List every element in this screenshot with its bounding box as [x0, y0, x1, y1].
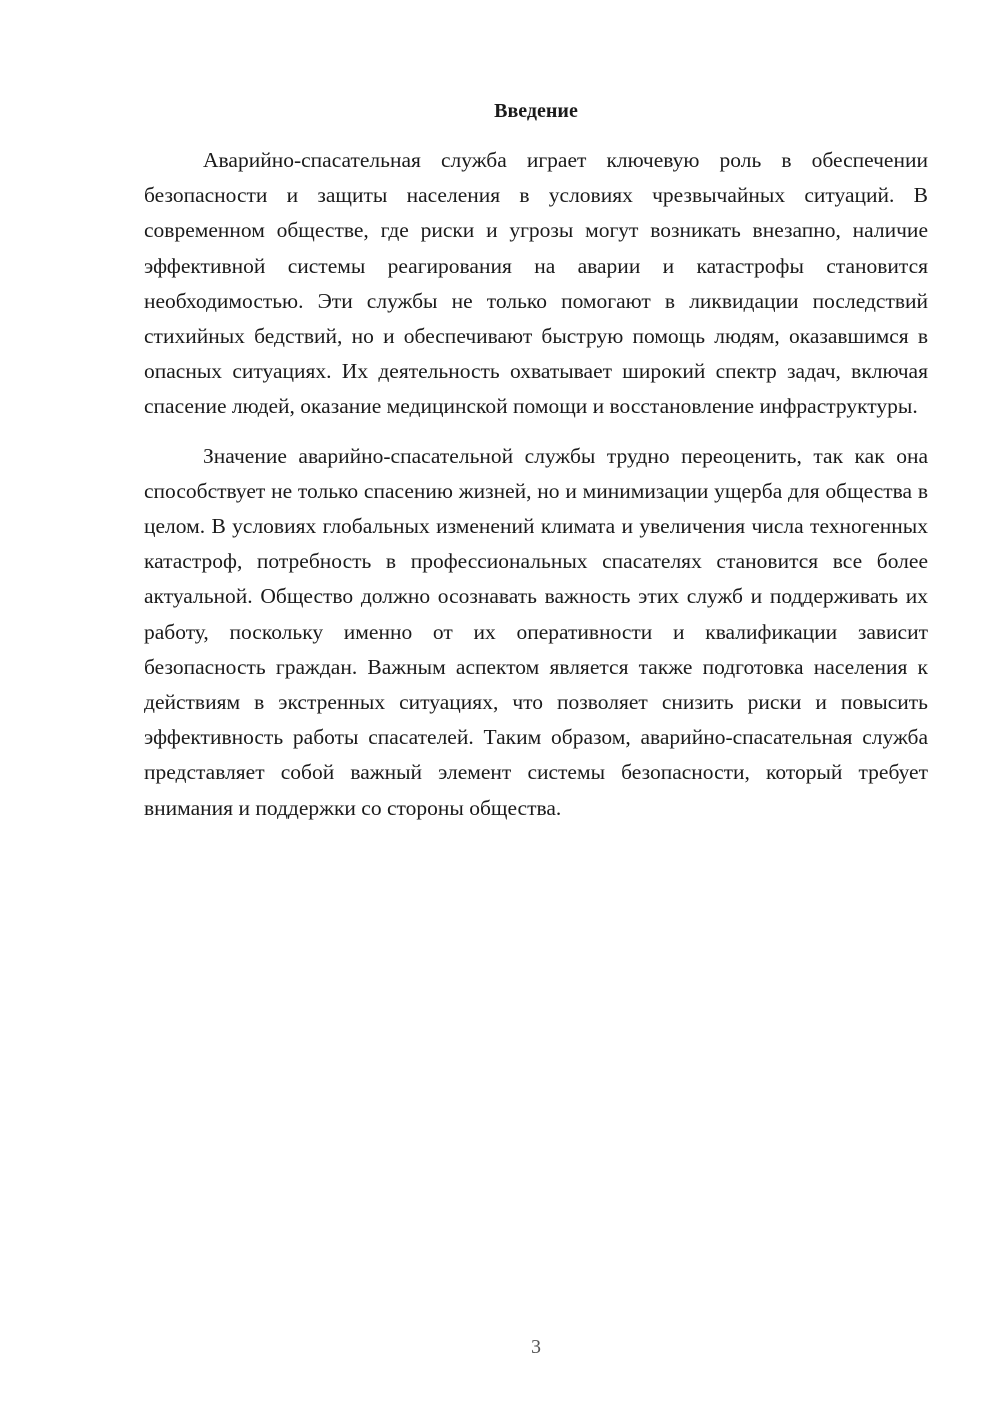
- page-number: 3: [531, 1336, 541, 1358]
- paragraph-2: Значение аварийно-спасательной службы трудно переоценить, так как она способствует не только спасению жизней, но и минимизации ущерба для общества в целом. В условиях глобальных изменений климата и увеличения числа техногенных катастроф, потребность в профессиональных спасателях становится все более актуальной. Общество должно осознавать важность этих служб и поддерживать их работу, поскольку именно от их оперативности и квалификации зависит безопасность граждан. Важным аспектом является также подготовка населения к действиям в экстренных ситуациях, что позволяет снизить риски и повысить эффективность работы спасателей. Таким образом, аварийно-спасательная служба представляет собой важный элемент системы безопасности, который требует внимания и поддержки со стороны общества.: [144, 443, 928, 820]
- paragraph-1: Аварийно-спасательная служба играет ключевую роль в обеспечении безопасности и защиты населения в условиях чрезвычайных ситуаций. В современном обществе, где риски и угрозы могут возникать внезапно, наличие эффективной системы реагирования на аварии и катастрофы становится необходимостью. Эти службы не только помогают в ликвидации последствий стихийных бедствий, но и обеспечивают быструю помощь людям, оказавшимся в опасных ситуациях. Их деятельность охватывает широкий спектр задач, включая спасение людей, оказание медицинской помощи и восстановление инфраструктуры.: [144, 148, 928, 419]
- body-text: [144, 143, 928, 826]
- section-heading: Введение: [494, 100, 578, 122]
